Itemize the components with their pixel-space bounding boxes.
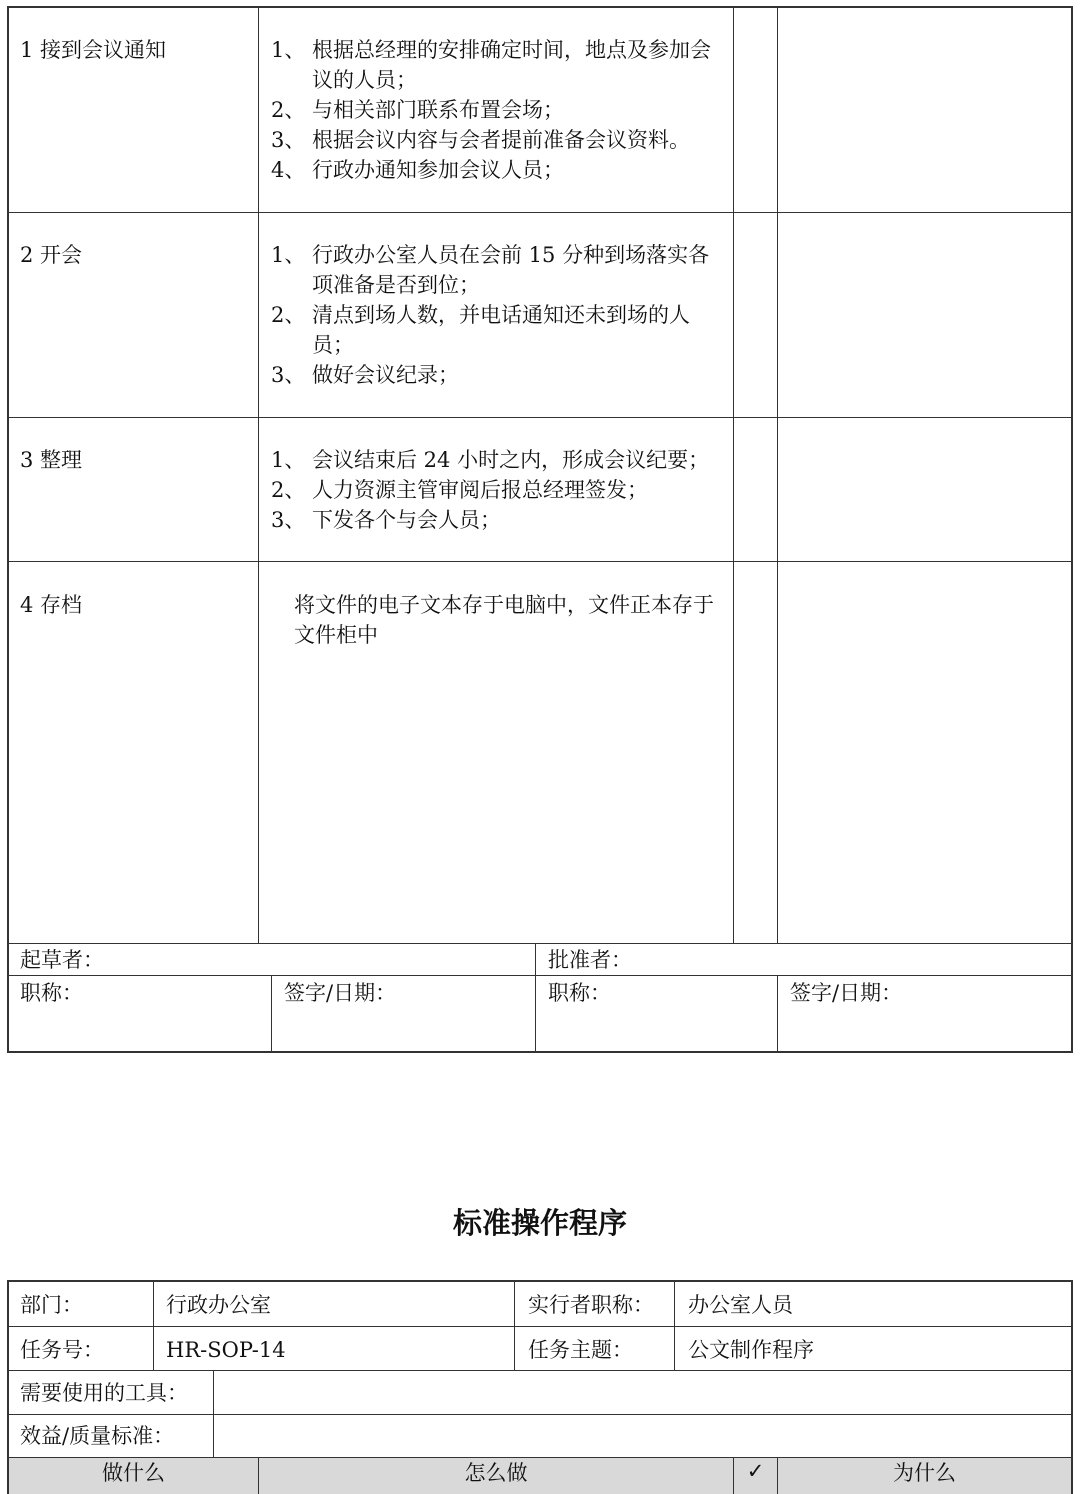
list-item: 2、 清点到场人数，并电话通知还未到场的人员； bbox=[271, 303, 690, 357]
list-item: 2、 人力资源主管审阅后报总经理签发； bbox=[271, 478, 648, 502]
list-item: 4、 行政办通知参加会议人员； bbox=[271, 158, 564, 182]
department-value: 行政办公室 bbox=[166, 1293, 271, 1317]
tools-label: 需要使用的工具： bbox=[20, 1381, 188, 1405]
step-label: 1 接到会议通知 bbox=[20, 38, 167, 62]
list-item: 2、 与相关部门联系布置会场； bbox=[271, 98, 564, 122]
list-item: 1、 根据总经理的安排确定时间，地点及参加会议的人员； bbox=[271, 38, 711, 92]
list-item: 1、 行政办公室人员在会前 15 分种到场落实各项准备是否到位； bbox=[271, 243, 710, 297]
drafter-label: 起草者： bbox=[20, 948, 104, 972]
step-instructions bbox=[271, 35, 726, 185]
step-label: 4 存档 bbox=[20, 593, 83, 617]
column-header-how: 怎么做 bbox=[464, 1461, 528, 1485]
executor-value: 办公室人员 bbox=[688, 1293, 793, 1317]
approver-sign-date-label: 签字/日期： bbox=[790, 981, 903, 1005]
list-item: 3、 下发各个与会人员； bbox=[271, 508, 501, 532]
task-no-label: 任务号： bbox=[20, 1338, 104, 1362]
approver-label: 批准者： bbox=[548, 948, 632, 972]
task-subject-label: 任务主题： bbox=[528, 1338, 633, 1362]
department-label: 部门： bbox=[20, 1293, 83, 1317]
task-subject-value: 公文制作程序 bbox=[688, 1338, 814, 1362]
approver-title-label: 职称： bbox=[548, 981, 611, 1005]
list-item: 3、 根据会议内容与会者提前准备会议资料。 bbox=[271, 128, 690, 152]
list-item: 1、 会议结束后 24 小时之内，形成会议纪要； bbox=[271, 448, 710, 472]
step-label: 3 整理 bbox=[20, 448, 83, 472]
column-header-check: ✓ bbox=[746, 1459, 765, 1483]
step-instructions bbox=[271, 240, 726, 390]
drafter-title-label: 职称： bbox=[20, 981, 83, 1005]
step-paragraph: 将文件的电子文本存于电脑中，文件正本存于文件柜中 bbox=[294, 593, 714, 647]
task-no-value: HR-SOP-14 bbox=[166, 1338, 286, 1362]
executor-label: 实行者职称： bbox=[528, 1293, 654, 1317]
column-header-what: 做什么 bbox=[102, 1461, 165, 1485]
step-instructions bbox=[271, 445, 726, 535]
quality-label: 效益/质量标准： bbox=[20, 1424, 175, 1448]
column-header-why: 为什么 bbox=[893, 1461, 956, 1485]
list-item: 3、 做好会议纪录； bbox=[271, 363, 459, 387]
page-title: 标准操作程序 bbox=[452, 1206, 627, 1240]
drafter-sign-date-label: 签字/日期： bbox=[284, 981, 397, 1005]
step-label: 2 开会 bbox=[20, 243, 83, 267]
